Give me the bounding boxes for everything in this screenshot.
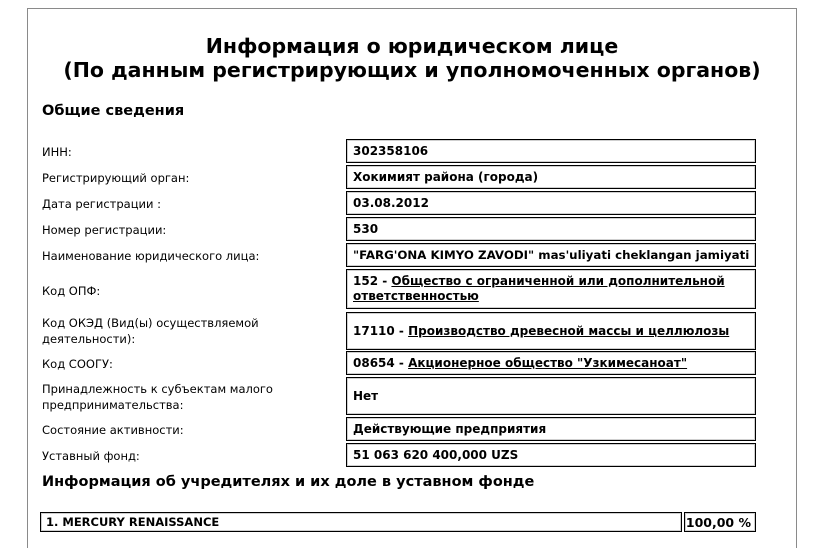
opf-link[interactable]: Общество с ограниченной или дополнительной ответственностью bbox=[353, 274, 725, 303]
small-business-label bbox=[42, 381, 332, 413]
general-section-title: Общие сведения bbox=[42, 103, 185, 119]
opf-code: 152 bbox=[353, 274, 379, 288]
entity-name-label: Наименование юридического лица: bbox=[42, 249, 260, 263]
oked-link[interactable]: Производство древесной массы и целлюлозы bbox=[408, 323, 730, 338]
entity-name-value: "FARG'ONA KIMYO ZAVODI" mas'uliyati cheklangan jamiyati bbox=[346, 243, 756, 267]
oked-label-line1: Код ОКЭД (Вид(ы) осуществляемой bbox=[42, 316, 259, 330]
soogu-link[interactable]: Акционерное общество "Узкимесаноат" bbox=[408, 355, 688, 370]
oked-label-line2: деятельности): bbox=[42, 332, 136, 346]
page-title: Информация о юридическом лице bbox=[205, 34, 619, 58]
soogu-code: 08654 bbox=[353, 355, 395, 370]
registration-number-label: Номер регистрации: bbox=[42, 223, 167, 237]
small-business-value: Нет bbox=[346, 377, 756, 415]
activity-status-label: Состояние активности: bbox=[42, 423, 184, 437]
registration-date-label: Дата регистрации : bbox=[42, 197, 161, 211]
oked-separator: - bbox=[394, 323, 409, 338]
small-business-label-line1: Принадлежность к субъектам малого bbox=[42, 382, 273, 396]
oked-label bbox=[42, 315, 332, 347]
founder-name: 1. MERCURY RENAISSANCE bbox=[40, 512, 682, 532]
opf-value bbox=[346, 269, 756, 309]
opf-separator: - bbox=[378, 274, 392, 288]
opf-label: Код ОПФ: bbox=[42, 284, 101, 298]
oked-code: 17110 bbox=[353, 323, 395, 338]
charter-capital-label: Уставный фонд: bbox=[42, 449, 140, 463]
founder-share: 100,00 % bbox=[684, 512, 756, 532]
inn-value: 302358106 bbox=[346, 139, 756, 163]
page-subtitle: (По данным регистрирующих и уполномоченных органов) bbox=[63, 58, 761, 82]
charter-capital-value: 51 063 620 400,000 UZS bbox=[346, 443, 756, 467]
soogu-label: Код СООГУ: bbox=[42, 357, 113, 371]
registering-body-value: Хокимият района (города) bbox=[346, 165, 756, 189]
founders-section-title: Информация об учредителях и их доле в уставном фонде bbox=[42, 474, 535, 490]
soogu-separator: - bbox=[394, 355, 409, 370]
registration-date-value: 03.08.2012 bbox=[346, 191, 756, 215]
registering-body-label: Регистрирующий орган: bbox=[42, 171, 190, 185]
soogu-value bbox=[346, 351, 756, 375]
registration-number-value: 530 bbox=[346, 217, 756, 241]
small-business-label-line2: предпринимательства: bbox=[42, 398, 184, 412]
activity-status-value: Действующие предприятия bbox=[346, 417, 756, 441]
inn-label: ИНН: bbox=[42, 145, 72, 159]
oked-value bbox=[346, 312, 756, 350]
